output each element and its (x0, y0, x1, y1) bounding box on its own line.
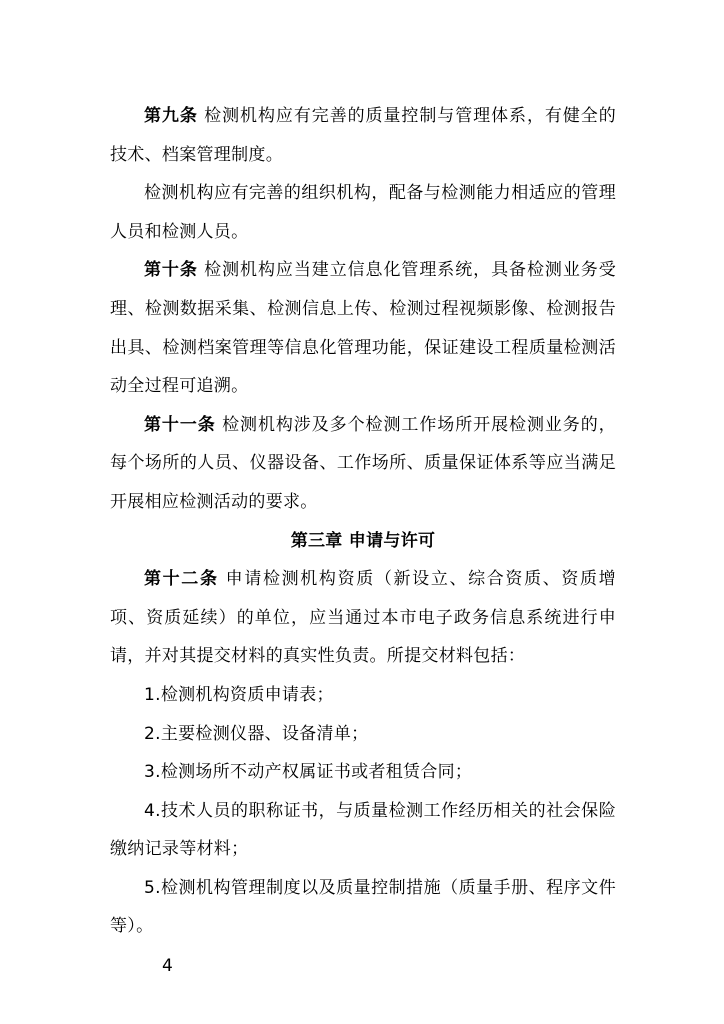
article-text: 检测机构应有完善的质量控制与管理体系，有健全的技术、档案管理制度。 (110, 106, 616, 165)
article-11 (110, 406, 616, 522)
list-item-4: 4.技术人员的职称证书，与质量检测工作经历相关的社会保险缴纳记录等材料； (110, 800, 616, 860)
article-text: 检测机构应当建立信息化管理系统，具备检测业务受理、检测数据采集、检测信息上传、检测过程视频影像、检测报告出具、检测档案管理等信息化管理功能，保证建设工程质量检测活动全过程可追溯。 (110, 260, 616, 397)
article-text: 检测机构涉及多个检测工作场所开展检测业务的，每个场所的人员、仪器设备、工作场所、质量保证体系等应当满足开展相应检测活动的要求。 (110, 414, 616, 512)
article-12 (110, 560, 616, 676)
article-number: 第十一条 (144, 414, 216, 435)
list-item-2: 2.主要检测仪器、设备清单； (144, 723, 369, 744)
article-number: 第十二条 (144, 569, 219, 590)
article-number: 第九条 (144, 106, 198, 126)
list-item-1: 1.检测机构资质申请表； (144, 684, 334, 705)
article-10 (110, 251, 616, 405)
article-number: 第十条 (144, 260, 198, 281)
article-9 (110, 97, 616, 174)
paragraph: 检测机构应有完善的组织机构，配备与检测能力相适应的管理人员和检测人员。 (110, 183, 616, 242)
list-item-3: 3.检测场所不动产权属证书或者租赁合同； (144, 762, 473, 783)
page-number: 4 (162, 956, 173, 976)
chapter-heading: 第三章 申请与许可 (290, 530, 436, 551)
list-item-5: 5.检测机构管理制度以及质量控制措施（质量手册、程序文件等）。 (110, 877, 616, 937)
article-text: 申请检测机构资质（新设立、综合资质、资质增项、资质延续）的单位，应当通过本市电子政务信息系统进行申请，并对其提交材料的真实性负责。所提交材料包括： (110, 569, 616, 667)
document-body (110, 97, 616, 946)
